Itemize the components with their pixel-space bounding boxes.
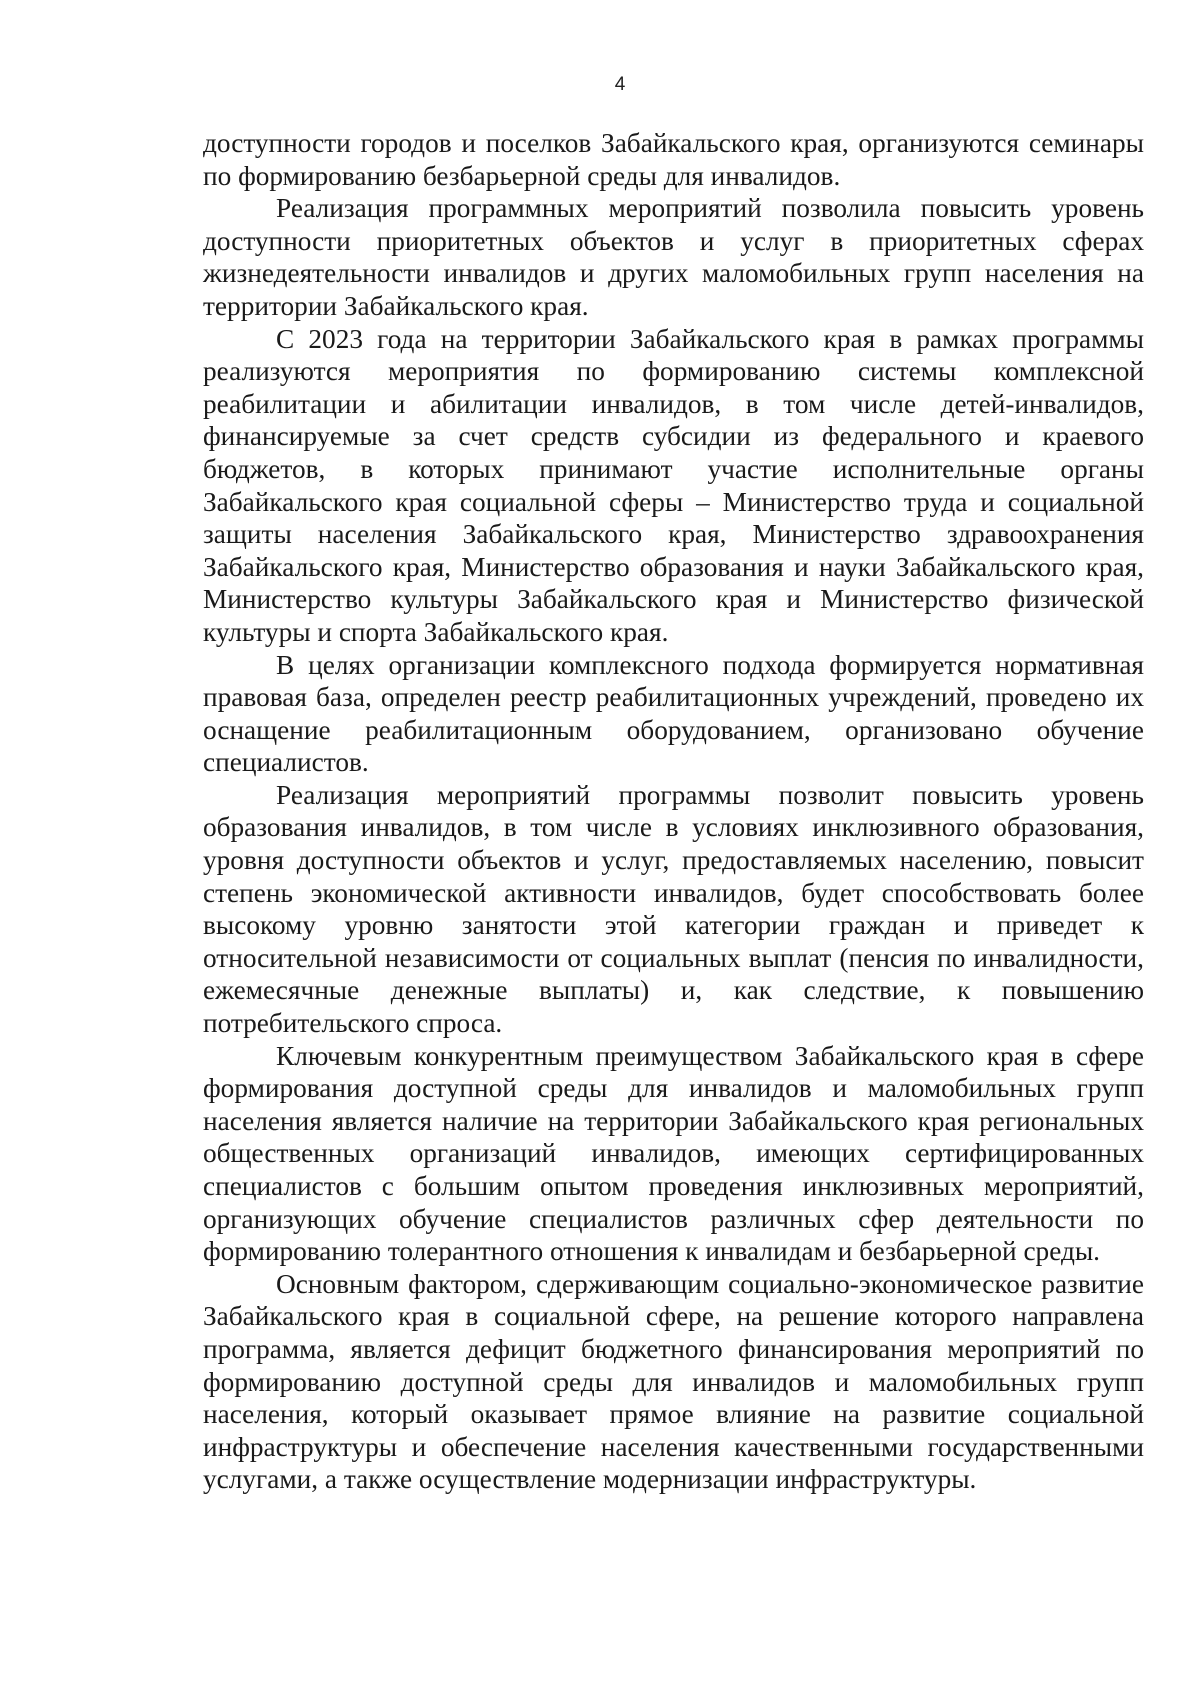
document-body xyxy=(203,127,1144,1496)
paragraph: В целях организации комплексного подхода формируется нормативная правовая база, определен реестр реабилитационных учреждений, проведено их оснащение реабилитационным оборудованием, организовано обучение специалистов. xyxy=(203,649,1144,778)
paragraph: Реализация мероприятий программы позволит повысить уровень образования инвалидов, в том числе в условиях инклюзивного образования, уровня доступности объектов и услуг, предоставляемых населению, повысит степень экономической активности инвалидов, будет способствовать более высокому уровню занятости этой категории граждан и приведет к относительной независимости от социальных выплат (пенсия по инвалидности, ежемесячные денежные выплаты) и, как следствие, к повышению потребительского спроса. xyxy=(203,779,1144,1039)
paragraph: Ключевым конкурентным преимуществом Забайкальского края в сфере формирования доступной среды для инвалидов и маломобильных групп населения является наличие на территории Забайкальского края региональных общественных организаций инвалидов, имеющих сертифицированных специалистов с большим опытом проведения инклюзивных мероприятий, организующих обучение специалистов различных сфер деятельности по формированию толерантного отношения к инвалидам и безбарьерной среды. xyxy=(203,1040,1144,1267)
paragraph: Основным фактором, сдерживающим социально-экономическое развитие Забайкальского края в социальной сфере, на решение которого направлена программа, является дефицит бюджетного финансирования мероприятий по формированию доступной среды для инвалидов и маломобильных групп населения, который оказывает прямое влияние на развитие социальной инфраструктуры и обеспечение населения качественными государственными услугами, а также осуществление модернизации инфраструктуры. xyxy=(203,1268,1144,1495)
paragraph-continuation: доступности городов и поселков Забайкальского края, организуются семинары по формированию безбарьерной среды для инвалидов. xyxy=(203,128,1144,191)
paragraph: С 2023 года на территории Забайкальского края в рамках программы реализуются мероприятия по формированию системы комплексной реабилитации и абилитации инвалидов, в том числе детей-инвалидов, финансируемые за счет средств субсидии из федерального и краевого бюджетов, в которых принимают участие исполнительные органы Забайкальского края социальной сферы – Министерство труда и социальной защиты населения Забайкальского края, Министерство здравоохранения Забайкальского края, Министерство образования и науки Забайкальского края, Министерство культуры Забайкальского края и Министерство физической культуры и спорта Забайкальского края. xyxy=(203,323,1144,647)
paragraph: Реализация программных мероприятий позволила повысить уровень доступности приоритетных объектов и услуг в приоритетных сферах жизнедеятельности инвалидов и других маломобильных групп населения на территории Забайкальского края. xyxy=(203,193,1144,321)
page-number: 4 xyxy=(614,74,626,95)
